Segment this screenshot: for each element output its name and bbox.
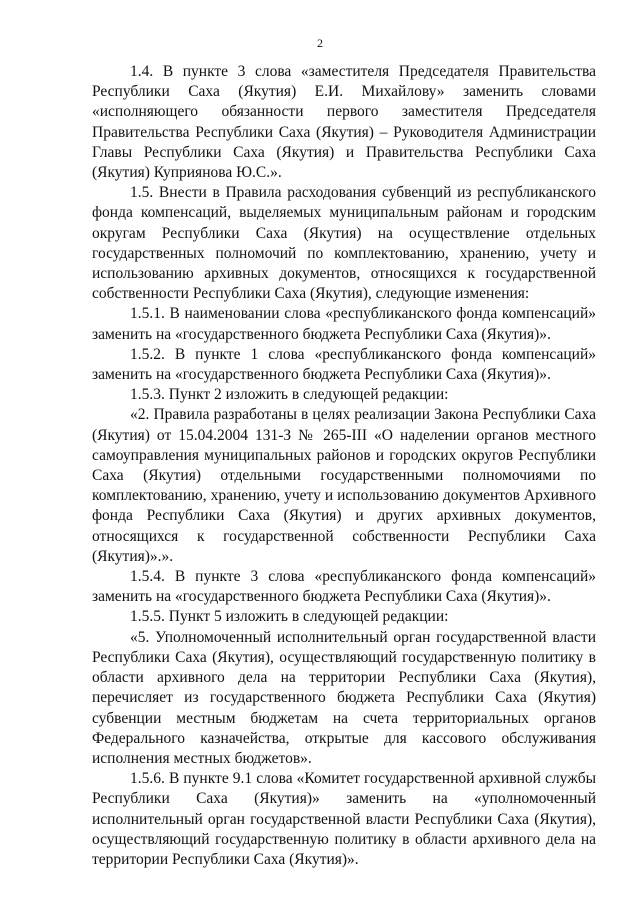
- paragraph-1-5-1: 1.5.1. В наименовании слова «республиканского фонда компенсаций» заменить на «государственного бюджета Республики Саха (Якутия)».: [92, 305, 596, 343]
- paragraph-1-5-6: 1.5.6. В пункте 9.1 слова «Комитет государственной архивной службы Республики Саха (Якутия)» заменить на «уполномоченный исполнительный орган государственной власти Республики Саха (Якутия), осуществляющий государственную политику в области архивного дела на территории Республики Саха (Якутия)».: [92, 770, 596, 868]
- paragraph-1-4: 1.4. В пункте 3 слова «заместителя Председателя Правительства Республики Саха (Якутия) Е.И. Михайлову» заменить словами «исполняющего обязанности первого заместителя Председателя Правительства Республики Саха (Якутия) – Руководителя Администрации Главы Республики Саха (Якутия) и Правительства Республики Саха (Якутия) Куприянова Ю.С.».: [92, 63, 596, 182]
- page-number: 2: [317, 36, 323, 50]
- paragraph-1-5-3: 1.5.3. Пункт 2 изложить в следующей редакции:: [130, 386, 449, 404]
- paragraph-1-5-2: 1.5.2. В пункте 1 слова «республиканского фонда компенсаций» заменить на «государственного бюджета Республики Саха (Якутия)».: [92, 345, 596, 384]
- paragraph-1-5-5: 1.5.5. Пункт 5 изложить в следующей редакции:: [130, 608, 449, 626]
- document-body: [92, 62, 596, 870]
- paragraph-1-5-4: 1.5.4. В пункте 3 слова «республиканского фонда компенсаций» заменить на «государственного бюджета Республики Саха (Якутия)».: [92, 568, 596, 606]
- paragraph-quote-5: «5. Уполномоченный исполнительный орган государственной власти Республики Саха (Якутия), осуществляющий государственную политику в области архивного дела на территории Республики Саха (Якутия), перечисляет из государственного бюджета Республики Саха (Якутия) субвенции местным бюджетам на счета территориальных органов Федерального казначейства, открытые для кассового обслуживания исполнения местных бюджетов».: [92, 628, 596, 767]
- paragraph-quote-2: «2. Правила разработаны в целях реализации Закона Республики Саха (Якутия) от 15.04.2004 131-З № 265-III «О наделении органов местного самоуправления муниципальных районов и городских округов Республики Саха (Якутия) отдельными государственными полномочиями по комплектованию, хранению, учету и использованию документов Архивного фонда Республики Саха (Якутия) и других архивных документов, относящихся к государственной собственности Республики Саха (Якутия)».».: [92, 406, 596, 565]
- paragraph-1-5: 1.5. Внести в Правила расходования субвенций из республиканского фонда компенсаций, выделяемых муниципальным районам и городским округам Республики Саха (Якутия) на осуществление отдельных государственных полномочий по комплектованию, хранению, учету и использованию архивных документов, относящихся к государственной собственности Республики Саха (Якутия), следующие изменения:: [92, 184, 596, 303]
